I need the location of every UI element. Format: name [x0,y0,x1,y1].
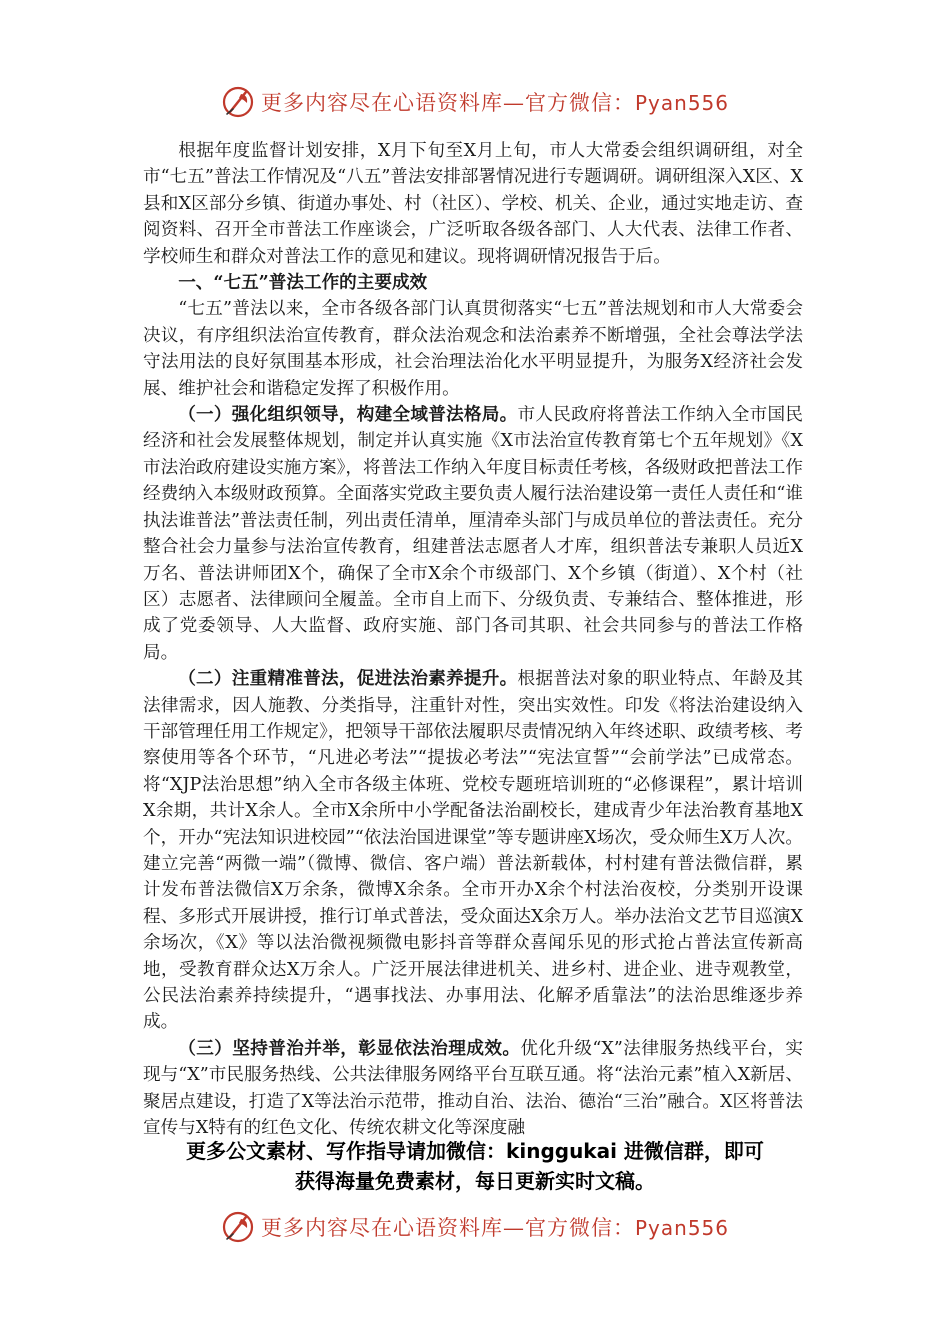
paragraph-item-3 [143,1036,803,1142]
footer-watermark-banner [0,1207,950,1247]
header-watermark-banner [0,82,950,122]
quill-logo-icon [221,85,255,119]
paragraph-item-1-text: 市人民政府将普法工作纳入全市国民经济和社会发展整体规划，制定并认真实施《X市法治宣传教育第七个五年规划》《X市法治政府建设实施方案》，将普法工作纳入年度目标责任考核，各级财政把普法工作经费纳入本级财政预算。全面落实党政主要负责人履行法治建设第一责任人责任和“谁执法谁普法”普法责任制，列出责任清单，厘清牵头部门与成员单位的普法责任。充分整合社会力量参与法治宣传教育，组建普法志愿者人才库，组织普法专兼职人员近X万名、普法讲师团X个，确保了全市X余个市级部门、X个乡镇（街道）、X个村（社区）志愿者、法律顾问全履盖。全市自上而下、分级负责、专兼结合、整体推进，形成了党委领导、人大监督、政府实施、部门各司其职、社会共同参与的普法工作格局。 [143,405,803,663]
quill-logo-icon [221,1210,255,1244]
paragraph-item-3-text: 优化升级“X”法律服务热线平台，实现与“X”市民服务热线、公共法律服务网络平台互联互通。将“法治元素”植入X新居、聚居点建设，打造了X等法治示范带，推动自治、法治、德治“三治”融合。X区将普法宣传与X特有的红色文化、传统农耕文化等深度融 [143,1038,803,1139]
subheading-1: （一）强化组织领导，构建全域普法格局。 [178,404,518,426]
banner-text: 更多内容尽在心语资料库—官方微信：Pyan556 [260,1216,729,1240]
banner-wechat-id: Pyan556 [634,1216,729,1240]
promo-notice [0,1136,950,1196]
paragraph-item-2 [143,666,803,1036]
paragraph-item-2-text: 根据普法对象的职业特点、年龄及其法律需求，因人施教、分类指导，注重针对性，突出实效性。印发《将法治建设纳入干部管理任用工作规定》，把领导干部依法履职尽责情况纳入年终述职、政绩考核、考察使用等各个环节，“凡进必考法”“提拔必考法”“宪法宣誓”“会前学法”已成常态。将“XJP法治思想”纳入全市各级主体班、党校专题班培训班的“必修课程”，累计培训X余期，共计X余人。全市X余所中小学配备法治副校长，建成青少年法治教育基地X个，开办“宪法知识进校园”“依法治国进课堂”等专题讲座X场次，受众师生X万人次。建立完善“两微一端”（微博、微信、客户端）普法新载体，村村建有普法微信群，累计发布普法微信X万余条，微博X余条。全市开办X余个村法治夜校，分类别开设课程、多形式开展讲授，推行订单式普法，受众面达X余万人。举办法治文艺节目巡演X余场次，《X》等以法治微视频微电影抖音等群众喜闻乐见的形式抢占普法宣传新高地，受教育群众达X万余人。广泛开展法律进机关、进乡村、进企业、进寺观教堂，公民法治素养持续提升，“遇事找法、办事用法、化解矛盾靠法”的法治思维逐步养成。 [143,669,803,1033]
banner-text: 更多内容尽在心语资料库—官方微信：Pyan556 [260,91,729,115]
paragraph-item-1 [143,402,803,666]
banner-wechat-id: Pyan556 [634,91,729,115]
subheading-3: （三）坚持普治并举，彰显依法治理成效。 [178,1037,521,1059]
paragraph-intro: 根据年度监督计划安排，X月下旬至X月上旬，市人大常委会组织调研组，对全市“七五”普法工作情况及“八五”普法安排部署情况进行专题调研。调研组深入X区、X县和X区部分乡镇、街道办事处、村（社区）、学校、机关、企业，通过实地走访、查阅资料、召开全市普法工作座谈会，广泛听取各级各部门、人大代表、法律工作者、学校师生和群众对普法工作的意见和建议。现将调研情况报告于后。 [143,141,803,267]
paragraph-overview: “七五”普法以来，全市各级各部门认真贯彻落实“七五”普法规划和市人大常委会决议，有序组织法治宣传教育，群众法治观念和法治素养不断增强，全社会尊法学法守法用法的良好氛围基本形成，社会治理法治化水平明显提升，为服务X经济社会发展、维护社会和谐稳定发挥了积极作用。 [143,299,803,399]
promo-line-2: 获得海量免费素材，每日更新实时文稿。 [295,1169,655,1193]
section-heading-1: 一、“七五”普法工作的主要成效 [178,272,428,294]
subheading-2: （二）注重精准普法，促进法治素养提升。 [178,668,518,690]
promo-line-1: 更多公文素材、写作指导请加微信：kinggukai 进微信群，即可 [186,1139,764,1163]
document-body [143,138,803,1141]
